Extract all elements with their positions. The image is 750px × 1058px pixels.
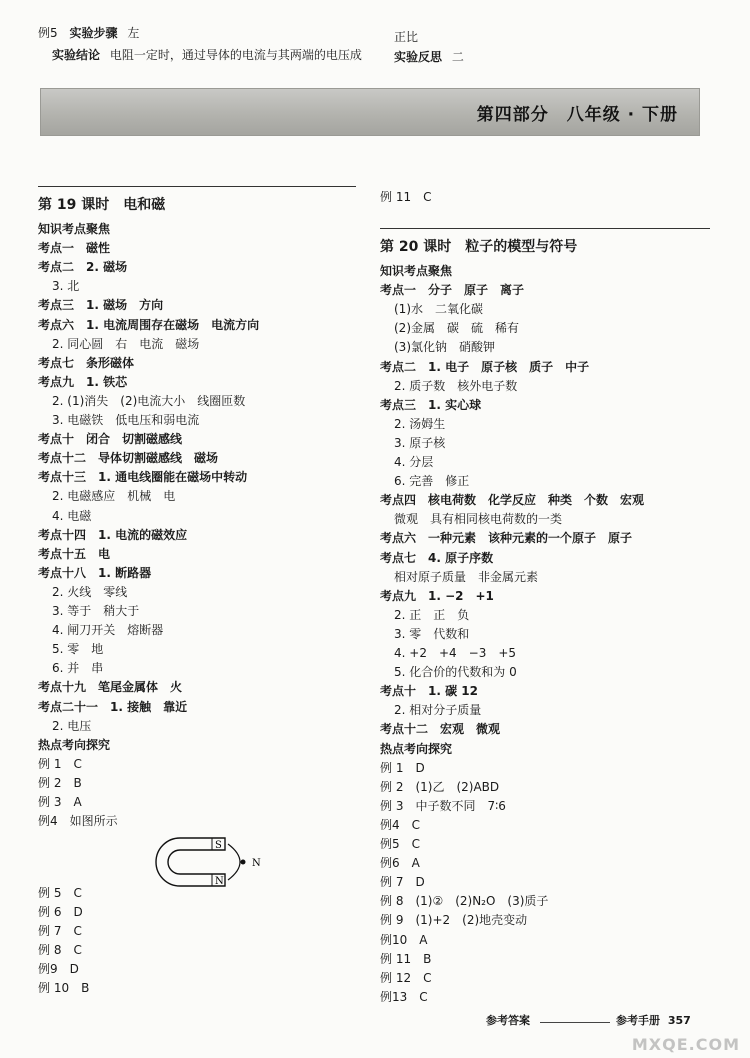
right-top-rule — [380, 228, 710, 229]
left-ind-line: 2. 火线 零线 — [52, 584, 128, 599]
left-example-line: 例9 D — [38, 962, 79, 976]
left-ex-line: 例4 如图所示 — [38, 814, 118, 829]
right-kp-line: 考点六 一种元素 该种元素的一个原子 原子 — [380, 531, 633, 546]
right-ind-line: 4. +2 +4 −3 +5 — [394, 646, 517, 660]
right-ind-line: 2. 正 正 负 — [394, 607, 470, 622]
footer — [486, 1012, 530, 1028]
right-ind-line: 4. 分层 — [394, 455, 434, 469]
left-kp-line: 考点十九 笔尾金属体 火 — [38, 680, 183, 695]
right-ind-line: (2)金属 碳 硫 稀有 — [394, 321, 519, 336]
lesson-20-title: 第 20 课时 粒子的模型与符号 — [380, 239, 578, 255]
left-kp-line: 考点十四 1. 电流的磁效应 — [38, 527, 188, 542]
right-kp-line: 考点九 1. −2 +1 — [380, 588, 494, 603]
right-section-line: 热点考向探究 — [380, 741, 453, 756]
right-ex-line: 例 12 C — [380, 970, 432, 985]
top-line-1-right — [394, 28, 418, 45]
left-example-line: 例 10 B — [38, 981, 90, 995]
left-example-line: 例 7 C — [38, 924, 82, 938]
right-kp-line: 考点三 1. 实心球 — [380, 397, 482, 412]
right-ex-line: 例 11 B — [380, 951, 432, 966]
left-example-line: 例 8 C — [38, 943, 82, 957]
right-ind-line: 2. 质子数 核外电子数 — [394, 378, 518, 393]
label-n-outer: N — [252, 858, 261, 869]
right-kp-line: 考点二 1. 电子 原子核 质子 中子 — [380, 359, 590, 374]
left-kp-line: 考点九 1. 铁芯 — [38, 374, 128, 389]
right-ind-line: 6. 完善 修正 — [394, 474, 470, 489]
page-number: 357 — [667, 1014, 691, 1027]
right-kp-line: 考点十二 宏观 微观 — [380, 722, 501, 737]
right-ind-line: 微观 具有相同核电荷数的一类 — [394, 512, 563, 527]
right-ind-line: 相对原子质量 非金属元素 — [394, 569, 539, 584]
right-ind-line: 5. 化合价的代数和为 0 — [394, 665, 517, 680]
left-ex-line: 例 3 A — [38, 795, 82, 809]
left-ind-line: 3. 电磁铁 低电压和弱电流 — [52, 413, 200, 427]
conclusion-text: 电阻一定时，通过导体的电流与其两端的电压成 — [109, 48, 362, 62]
right-kp-line: 考点七 4. 原子序数 — [380, 550, 494, 565]
right-ind-line: 2. 汤姆生 — [394, 416, 446, 431]
footer-rule — [540, 1022, 610, 1023]
left-ind-line: 2. 电压 — [52, 718, 92, 733]
left-kp-line: 考点二十一 1. 接触 靠近 — [38, 699, 188, 714]
left-ind-line: 2. (1)消失 (2)电流大小 线圈匝数 — [52, 393, 246, 408]
left-ind-line: 4. 电磁 — [52, 508, 92, 523]
right-ex-line: 例4 C — [380, 817, 421, 832]
right-ind-line: (1)水 二氧化碳 — [394, 302, 483, 317]
reflection-text: 二 — [451, 50, 464, 64]
left-section-line: 热点考向探究 — [38, 737, 111, 752]
right-section-line: 知识考点聚焦 — [380, 264, 453, 278]
left-ind-line: 3. 等于 稍大于 — [52, 604, 140, 618]
left-ind-line: 4. 闸刀开关 熔断器 — [52, 623, 164, 638]
left-ex-line: 例 2 B — [38, 775, 82, 790]
footer-right — [616, 1012, 691, 1028]
left-kp-line: 考点七 条形磁体 — [38, 355, 135, 370]
right-ex-line: 例5 C — [380, 837, 421, 851]
right-kp-line: 考点十 1. 碳 12 — [380, 684, 478, 699]
right-ex-line: 例 7 D — [380, 875, 425, 890]
left-ex-line: 例 1 C — [38, 756, 82, 771]
right-ex-line: 例6 A — [380, 856, 420, 871]
conclusion-continued: 正比 — [394, 30, 419, 44]
compass-pivot — [241, 860, 246, 865]
step-text: 左 — [127, 26, 140, 40]
left-example-line: 例 5 C — [38, 886, 82, 900]
right-ex-line: 例13 C — [380, 989, 428, 1004]
left-top-rule — [38, 186, 356, 187]
left-kp-line: 考点六 1. 电流周围存在磁场 电流方向 — [38, 317, 260, 332]
footer-book-title: 参考手册 — [616, 1014, 660, 1027]
left-ind-line: 2. 同心圆 右 电流 磁场 — [52, 336, 200, 351]
left-kp-line: 考点十二 导体切割磁感线 磁场 — [38, 451, 219, 466]
left-example-line: 例 6 D — [38, 905, 83, 919]
right-ex-line: 例 3 中子数不同 7∶6 — [380, 798, 506, 813]
lesson-19-title: 第 19 课时 电和磁 — [38, 197, 166, 213]
left-ind-line: 2. 电磁感应 机械 电 — [52, 489, 176, 504]
step-label: 实验步骤 — [69, 26, 118, 40]
left-kp-line: 考点三 1. 磁场 方向 — [38, 298, 164, 313]
example-label: 例5 — [38, 26, 58, 40]
right-ex-line: 例 9 (1)+2 (2)地壳变动 — [380, 913, 528, 928]
right-kp-line: 考点四 核电荷数 化学反应 种类 个数 宏观 — [380, 493, 645, 508]
left-kp-line: 考点十 闭合 切割磁感线 — [38, 432, 183, 447]
right-ind-line: 2. 相对分子质量 — [394, 703, 482, 718]
horseshoe-magnet-figure — [140, 832, 290, 892]
right-ex-line: 例 8 (1)② (2)N₂O (3)质子 — [380, 894, 549, 909]
left-kp-line: 考点十三 1. 通电线圈能在磁场中转动 — [38, 470, 248, 485]
top-line-2-left — [52, 46, 362, 63]
needle-arc — [228, 844, 240, 880]
label-s: S — [215, 840, 222, 851]
part-banner — [40, 88, 700, 136]
top-line-2-right — [394, 48, 464, 65]
left-kp-line: 考点十八 1. 断路器 — [38, 565, 152, 580]
conclusion-label: 实验结论 — [52, 48, 101, 62]
left-kp-line: 考点十五 电 — [38, 546, 111, 561]
right-first-example: 例 11 C — [380, 190, 432, 204]
top-line-1-left — [38, 24, 139, 41]
reflection-label: 实验反思 — [394, 50, 443, 64]
footer-left: 参考答案 — [486, 1014, 530, 1027]
left-ind-line: 5. 零 地 — [52, 642, 104, 657]
watermark: MXQE.COM — [631, 1035, 740, 1054]
right-ex-line: 例 1 D — [380, 760, 425, 775]
right-ex-line: 例 2 (1)乙 (2)ABD — [380, 779, 500, 794]
right-ind-line: 3. 零 代数和 — [394, 626, 470, 641]
right-ex-line: 例10 A — [380, 932, 428, 947]
banner-title: 第四部分 八年级 · 下册 — [476, 105, 678, 125]
left-kp-line: 考点一 磁性 — [38, 241, 111, 256]
left-ind-line: 6. 并 串 — [52, 661, 104, 676]
left-ind-line: 3. 北 — [52, 279, 80, 294]
right-kp-line: 考点一 分子 原子 离子 — [380, 283, 525, 298]
right-ind-line: 3. 原子核 — [394, 435, 446, 450]
right-ind-line: (3)氯化钠 硝酸钾 — [394, 340, 495, 355]
left-kp-line: 考点二 2. 磁场 — [38, 260, 128, 275]
left-section-line: 知识考点聚焦 — [38, 222, 111, 236]
label-n-inner: N — [215, 876, 224, 887]
